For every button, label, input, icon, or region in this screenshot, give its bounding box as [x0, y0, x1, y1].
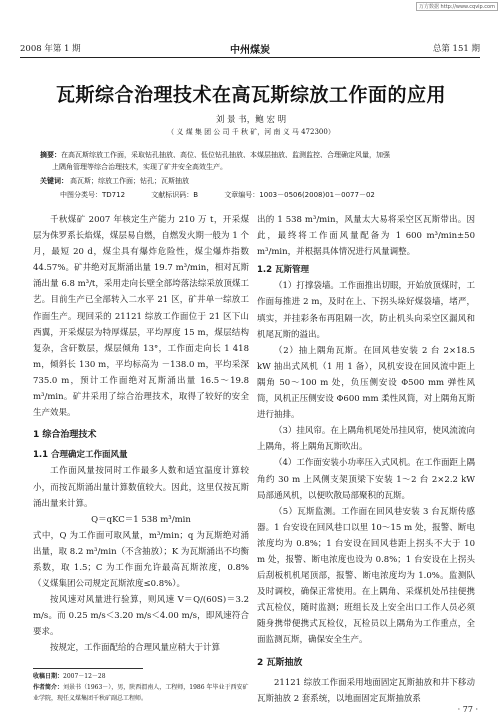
wind-speed-paragraph: 按风速对风量进行验算，则风速 V＝Q/(60S)＝3.2 m/s。而 0.25 m/s＜3.20 m/s＜4.00 m/s，即风速符合要求。: [33, 595, 249, 638]
issue-label: 2008 年第 1 期: [20, 44, 81, 54]
document-code: 文献标识码：B: [151, 191, 199, 199]
journal-name: 中州煤炭: [230, 45, 270, 56]
airflow-paragraph: 工作面风量按同时工作最多人数和适宜温度计算较小，而按瓦斯涌出量计算数值较大。因此，这里仅按瓦斯涌出量来计算。: [33, 466, 249, 509]
intro-paragraph: 千秋煤矿 2007 年核定生产能力 210 万 t，开采煤层为侏罗系长焰煤，煤层易自燃，自燃发火期一般为 1 个月，最短 20 d，煤尘具有爆炸危险性，煤尘爆炸指数 44.57%。矿井绝对瓦斯涌出量 19.7 m³/min，相对瓦斯涌出量 6.8 m³/t，采用走向长壁全部垮落法综采放顶煤工艺。目前生产已全部转入二水平 21 区，矿井单一综放工作面生产。现回采的 21121 综放工作面位于 21 区下山西翼，开采煤层为特厚煤层，平均厚度 15 m，煤层结构复杂，含矸数层，煤层倾角 13°，工作面走向长 1 418 m，倾斜长 130 m，平均标高为 －138.0 m，平均采深 735.0 m，预计工作面绝对瓦斯涌出量 16.5～19.8 m³/min。矿井采用了综合治理技术，取得了较好的安全生产效果。: [33, 215, 249, 419]
section-2-heading: 2 瓦斯抽放: [257, 657, 303, 668]
watermark-stamp: 万方数据 http://www.cqvip.com: [416, 2, 498, 11]
received-date: 2007－12－28: [63, 673, 106, 680]
author-affiliation: （ 义 煤 集 团 公 司 千 秋 矿，河 南 义 马 472300）: [167, 128, 335, 136]
total-issue-label: 总第 151 期: [432, 44, 480, 54]
article-number: 文章编号：1003－0506(2008)01－0077－02: [224, 191, 375, 199]
extraction-paragraph: 21121 综放工作面采用地面固定瓦斯抽放和井下移动瓦斯抽放 2 套系统，以地面固定瓦斯抽放系: [257, 677, 475, 704]
abstract-line-1: [40, 149, 460, 161]
abstract-text-2: 上隅角管理等综合治理技术，实现了矿井安全高效生产。: [52, 163, 227, 171]
author-bio-line: [33, 682, 249, 704]
section-1-2-heading: 1.2 瓦斯管理: [257, 265, 310, 276]
author-bio: 刘景书（1963－），男，陕西渭南人，工程师，1986 年毕业于西安矿业学院，现任义煤集团千秋矿副总工程师。: [33, 684, 249, 702]
section-1-1-heading: 1.1 合理确定工作面风量: [33, 450, 128, 461]
air-curtain-paragraph: （3）挂风帘。在上隅角机尾处吊挂风帘，使风流流向上隅角，将上隅角瓦斯吹出。: [257, 426, 475, 453]
monitoring-paragraph: （5）瓦斯监测。工作面在回风巷安装 3 台瓦斯传感器。1 台安设在回风巷口以里 10～15 m 处，报警、断电浓度均为 0.8%；1 台安设在回风巷距上拐头不大于 10 m 处，报警、断电浓度也设为 0.8%；1 台安设在上拐头后刮板机机尾顶部，报警、断电浓度均为 1.0%。监测队及时调校，确保正常使用。在上隅角、采煤机处吊挂便携式瓦检仪，随时监测；班组长及上安全出口工作人员必须随身携带便携式瓦检仪，瓦检员以上隅角为工作重点，全面监测瓦斯，确保安全生产。: [257, 506, 475, 646]
abstract-text-1: 在高瓦斯综放工作面，采取钻孔抽放、高位、低位钻孔抽放、本煤层抽放、监测监控、合理确定风量，加强: [61, 151, 390, 159]
article-authors: 刘 景 书，鲍 宏 明: [215, 115, 287, 125]
airflow-continuation: 出的 1 538 m³/min，风量太大易将采空区瓦斯带出。因此，最终将工作面风量配备为 1 600 m³/min±50 m³/min，并根据具体情况进行风量调整。: [257, 215, 475, 258]
left-column: [33, 212, 249, 657]
keywords-text: 高瓦斯；综放工作面；钻孔；瓦斯抽放: [70, 177, 189, 185]
received-label: 收稿日期：: [33, 673, 64, 680]
airflow-formula: Q＝qKC＝1 538 m³/min: [91, 514, 191, 525]
airflow-rule-paragraph: 按规定，工作面配给的合理风量应稍大于计算: [50, 643, 221, 654]
fan-paragraph: （4）工作面安装小功率压入式风机。在工作面距上隅角约 30 m 上风侧支架顶梁下安装 1～2 台 2×2.2 kW 局部通风机，以便吹散局部聚积的瓦斯。: [257, 458, 475, 501]
bag-wall-paragraph: （1）打撑袋墙。工作面推出切眼，开始放顶煤时，工作面每推进 2 m，及时在上、下拐头垛好煤袋墙，堵严，填实，并挂彩条布再阻隔一次，防止机头向采空区漏风和机尾瓦斯的溢出。: [257, 281, 475, 340]
header-divider: [20, 57, 480, 58]
author-bio-label: 作者简介：: [33, 684, 64, 691]
article-title: 瓦斯综合治理技术在高瓦斯综放工作面的应用: [55, 84, 446, 106]
article-meta: [60, 190, 462, 200]
formula-explanation: 式中，Q 为工作面可取风量，m³/min；q 为瓦斯绝对涌出量，取 8.2 m³/min（不含抽放）；K 为瓦斯涌出不均衡系数，取 1.5；C 为工作面允许最高瓦斯浓度，0.8%（义煤集团公司规定瓦斯浓度≤0.8%）。: [33, 530, 249, 590]
footnote: [33, 671, 249, 704]
footnote-divider: [33, 668, 143, 669]
received-line: [33, 671, 249, 682]
abstract-line-2: [52, 161, 460, 173]
running-header: [20, 42, 480, 56]
corner-extraction-paragraph: （2）抽上隅角瓦斯。在回风巷安装 2 台 2×18.5 kW 抽出式风机（1 用 1 备），风机安设在回风流中距上隅角 50～100 m 处，负压侧安设 Φ500 mm 弹性风筒，风机正压侧安设 Φ600 mm 柔性风筒，对上隅角瓦斯进行抽排。: [257, 345, 475, 421]
section-1-heading: 1 综合治理技术: [33, 430, 97, 441]
keywords-line: [40, 175, 460, 187]
clc-number: 中图分类号：TD712: [60, 191, 126, 199]
page-number: · 77 ·: [457, 705, 478, 714]
right-column: [257, 212, 475, 707]
abstract-label: 摘要：: [40, 151, 61, 159]
keywords-label: 关键词：: [40, 177, 68, 185]
